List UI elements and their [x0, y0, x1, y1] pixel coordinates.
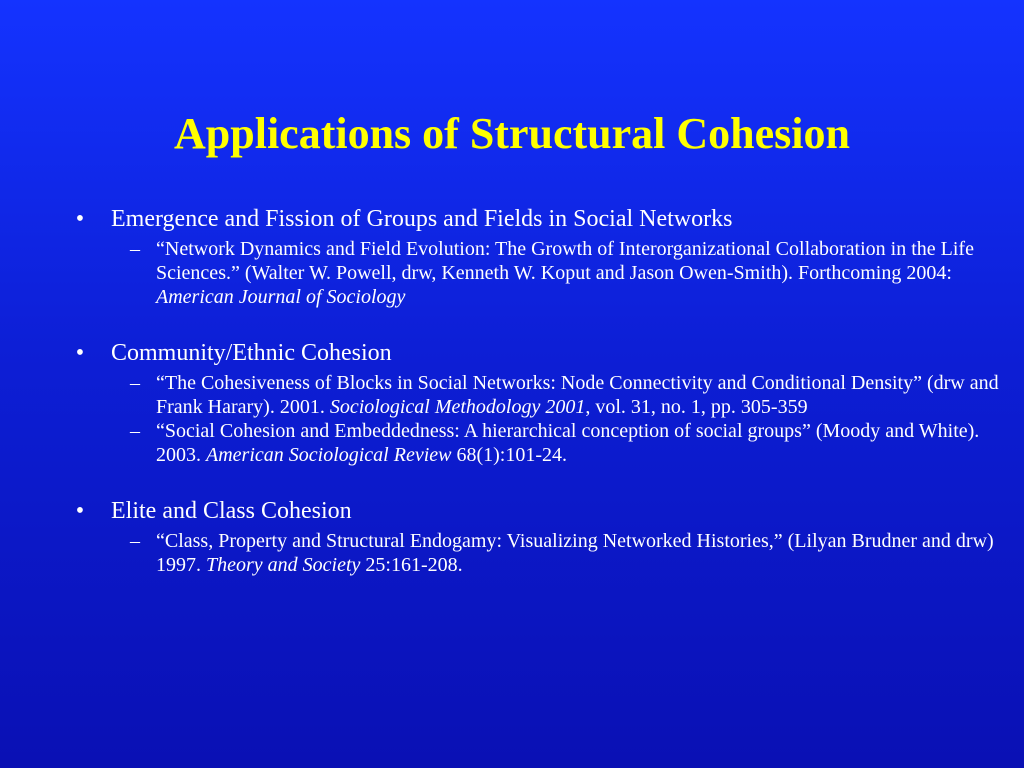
- citation-text: “Network Dynamics and Field Evolution: The Growth of Interorganizational Collaboration in the Life Sciences.” (Walter W. Powell, drw, Kenneth W. Koput and Jason Owen-Smith). Forthcoming 2004:: [156, 238, 974, 284]
- sub-item: [70, 529, 1010, 577]
- bullet-label: Community/Ethnic Cohesion: [111, 340, 392, 366]
- citation-text: “The Cohesiveness of Blocks in Social Networks: Node Connectivity and Conditional Density” (drw and Frank Harary). 2001.: [156, 372, 999, 418]
- sub-item: [70, 371, 1010, 419]
- section-elite: [70, 497, 1010, 577]
- citation-after: 25:161-208.: [360, 554, 463, 576]
- section-emergence: [70, 205, 1010, 309]
- bullet-label: Elite and Class Cohesion: [111, 498, 352, 524]
- section-community: [70, 339, 1010, 467]
- slide-content: [70, 205, 1010, 607]
- bullet-label: Emergence and Fission of Groups and Fields in Social Networks: [111, 206, 733, 232]
- sub-item: [70, 419, 1010, 467]
- sub-item: [70, 237, 1010, 309]
- bullet-marker: •: [75, 206, 85, 232]
- slide-title: Applications of Structural Cohesion: [174, 109, 850, 158]
- citation-after: , vol. 31, no. 1, pp. 305-359: [585, 396, 808, 418]
- bullet-item: [70, 497, 1010, 525]
- citation-journal: Sociological Methodology 2001: [329, 396, 586, 418]
- citation-journal: American Journal of Sociology: [156, 286, 406, 308]
- sub-marker: –: [130, 372, 140, 394]
- bullet-marker: •: [75, 498, 85, 524]
- citation-text: “Social Cohesion and Embeddedness: A hierarchical conception of social groups” (Moody and White). 2003.: [156, 420, 980, 466]
- citation-after: 68(1):101-24.: [451, 444, 568, 466]
- bullet-item: [70, 339, 1010, 367]
- sub-marker: –: [130, 238, 140, 260]
- citation-journal: Theory and Society: [206, 554, 361, 576]
- bullet-marker: •: [75, 340, 85, 366]
- sub-marker: –: [130, 420, 140, 442]
- sub-marker: –: [130, 530, 140, 552]
- citation-text: “Class, Property and Structural Endogamy: Visualizing Networked Histories,” (Lilyan Brudner and drw) 1997.: [156, 530, 994, 576]
- citation-journal: American Sociological Review: [206, 444, 452, 466]
- bullet-item: [70, 205, 1010, 233]
